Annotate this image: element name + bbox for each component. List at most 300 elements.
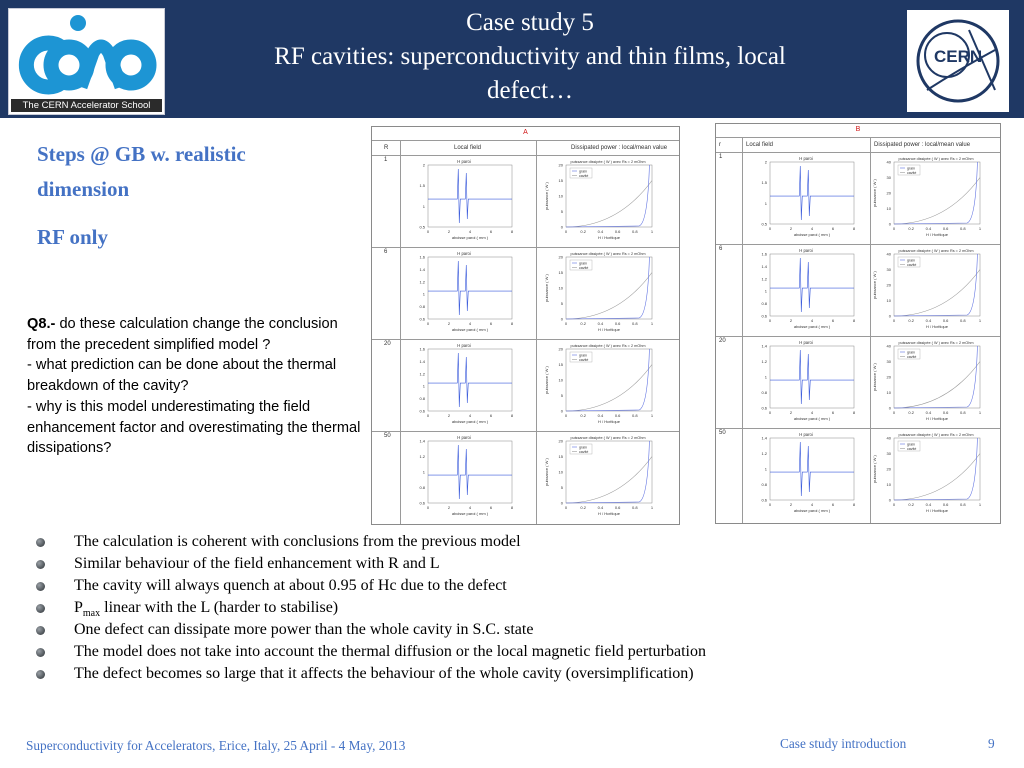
y-tick-label: 5 bbox=[560, 393, 563, 398]
x-tick-label: 0 bbox=[768, 410, 772, 415]
y-tick-label: 1.2 bbox=[761, 276, 767, 282]
dissipated-power-plot bbox=[540, 431, 670, 523]
table-row bbox=[716, 244, 1000, 337]
x-tick-label: 8 bbox=[510, 505, 514, 510]
cas-logo bbox=[8, 8, 165, 115]
plot-title: puissance dissipée ( W ) avec Rs = 2 mOhm bbox=[898, 433, 974, 437]
x-tick-label: 0.8 bbox=[632, 321, 638, 326]
x-tick-label: 2 bbox=[447, 229, 451, 234]
col-header-dissipated-power: Dissipated power : local/mean value bbox=[874, 142, 971, 148]
plot-frame bbox=[770, 254, 854, 316]
local-field-plot bbox=[746, 428, 866, 520]
dissipated-power-plot bbox=[540, 247, 670, 339]
x-tick-label: 8 bbox=[852, 502, 856, 507]
x-tick-label: 0.8 bbox=[632, 229, 638, 234]
x-tick-label: 0.8 bbox=[960, 410, 966, 415]
col-header-local-field: Local field bbox=[746, 142, 774, 148]
x-tick-label: 8 bbox=[852, 318, 856, 323]
y-axis-label: puissance ( W ) bbox=[544, 458, 549, 486]
plot-title: H paroi bbox=[457, 159, 471, 164]
y-tick-label: 10 bbox=[886, 298, 891, 303]
question-line-3: - why is this model underestimating the field enhancement factor and overestimating the thermal dissipations? bbox=[27, 398, 361, 457]
y-tick-label: 10 bbox=[886, 206, 891, 211]
y-tick-label: 15 bbox=[558, 270, 563, 275]
header-band bbox=[0, 0, 1024, 118]
y-tick-label: 20 bbox=[558, 438, 563, 444]
y-tick-label: 20 bbox=[886, 282, 891, 288]
legend-label: grain bbox=[579, 169, 587, 174]
legend-label: cavité bbox=[579, 173, 589, 178]
plot-frame bbox=[428, 165, 512, 227]
x-tick-label: 4 bbox=[468, 321, 472, 326]
list-item bbox=[36, 531, 996, 553]
y-tick-label: 15 bbox=[558, 454, 563, 459]
plot-title: H paroi bbox=[457, 251, 471, 256]
y-tick-label: 1.5 bbox=[761, 180, 767, 186]
bullet-icon bbox=[36, 604, 45, 613]
x-tick-label: 0.8 bbox=[960, 318, 966, 323]
row-label: 50 bbox=[384, 433, 391, 439]
y-tick-label: 0 bbox=[888, 497, 891, 503]
y-tick-label: 0.8 bbox=[761, 482, 767, 487]
y-tick-label: 1.2 bbox=[761, 451, 767, 456]
plot-frame bbox=[428, 349, 512, 411]
x-tick-label: 0.6 bbox=[942, 502, 949, 507]
y-axis-label: puissance ( W ) bbox=[872, 455, 877, 483]
plot-title: H paroi bbox=[457, 343, 471, 348]
dissipated-power-plot bbox=[868, 152, 998, 244]
col-header-local-field: Local field bbox=[454, 145, 482, 151]
question-label: Q8.- bbox=[27, 316, 56, 332]
dissipated-power-plot bbox=[868, 428, 998, 520]
table-row bbox=[372, 339, 679, 432]
bullet-text: One defect can dissipate more power than the whole cavity in S.C. state bbox=[74, 621, 534, 638]
y-tick-label: 0 bbox=[560, 500, 563, 506]
x-tick-label: 0 bbox=[768, 502, 772, 507]
x-tick-label: 1 bbox=[650, 413, 654, 418]
local-field-plot bbox=[404, 155, 524, 247]
x-tick-label: 0 bbox=[892, 502, 896, 507]
y-tick-label: 5 bbox=[560, 485, 563, 490]
list-item bbox=[36, 663, 996, 685]
y-tick-label: 5 bbox=[560, 209, 563, 214]
results-table-b bbox=[715, 123, 1001, 524]
bullet-icon bbox=[36, 648, 45, 657]
plot-title: puissance dissipée ( W ) avec Rs = 2 mOhm bbox=[898, 341, 974, 345]
x-tick-label: 6 bbox=[831, 226, 835, 231]
local-field-plot bbox=[404, 339, 524, 431]
question-line-1 bbox=[27, 314, 367, 355]
x-tick-label: 8 bbox=[510, 321, 514, 326]
y-tick-label: 1 bbox=[422, 203, 425, 209]
dissipated-power-plot bbox=[540, 155, 670, 247]
y-tick-label: 10 bbox=[558, 193, 563, 199]
plot-title: puissance dissipée ( W ) avec Rs = 2 mOhm bbox=[898, 157, 974, 161]
x-tick-label: 0 bbox=[426, 321, 430, 326]
question-text-1: do these calculation change the conclusion from the precedent simplified model ? bbox=[27, 316, 338, 353]
legend-label: grain bbox=[907, 258, 915, 263]
x-tick-label: 2 bbox=[447, 413, 451, 418]
dissipated-power-plot bbox=[868, 336, 998, 428]
y-tick-label: 1.4 bbox=[419, 266, 425, 272]
table-header bbox=[716, 137, 1000, 153]
subheads bbox=[37, 137, 246, 255]
x-tick-label: 0.2 bbox=[580, 413, 586, 418]
x-tick-label: 0.4 bbox=[597, 229, 604, 234]
bullet-icon bbox=[36, 560, 45, 569]
legend-label: grain bbox=[907, 442, 915, 447]
y-tick-label: 0 bbox=[888, 221, 891, 227]
y-axis-label: puissance ( W ) bbox=[872, 363, 877, 391]
x-axis-label: H / Hcritique bbox=[597, 327, 621, 332]
legend-label: cavité bbox=[907, 446, 917, 451]
y-tick-label: 0.8 bbox=[761, 390, 767, 395]
x-tick-label: 0.8 bbox=[960, 502, 966, 507]
plot-frame bbox=[428, 441, 512, 503]
x-tick-label: 4 bbox=[810, 502, 814, 507]
x-tick-label: 0 bbox=[768, 226, 772, 231]
list-item bbox=[36, 553, 996, 575]
x-tick-label: 6 bbox=[831, 502, 835, 507]
col-header-r: r bbox=[719, 142, 721, 148]
x-tick-label: 6 bbox=[489, 321, 493, 326]
y-tick-label: 40 bbox=[886, 343, 891, 349]
y-tick-label: 0 bbox=[560, 316, 563, 322]
x-tick-label: 6 bbox=[831, 410, 835, 415]
bullet-text: The calculation is coherent with conclusions from the previous model bbox=[74, 533, 521, 550]
y-tick-label: 15 bbox=[558, 362, 563, 367]
x-tick-label: 8 bbox=[510, 229, 514, 234]
y-tick-label: 0.5 bbox=[761, 221, 767, 227]
x-tick-label: 4 bbox=[810, 318, 814, 323]
y-tick-label: 1.4 bbox=[419, 438, 425, 444]
plot-frame bbox=[428, 257, 512, 319]
plot-title: puissance dissipée ( W ) avec Rs = 2 mOhm bbox=[570, 344, 646, 348]
x-tick-label: 0.2 bbox=[908, 502, 914, 507]
legend-label: grain bbox=[907, 166, 915, 171]
x-tick-label: 2 bbox=[789, 410, 793, 415]
x-tick-label: 0.4 bbox=[925, 502, 932, 507]
bullet-icon bbox=[36, 538, 45, 547]
x-tick-label: 4 bbox=[468, 229, 472, 234]
y-tick-label: 0 bbox=[888, 405, 891, 411]
y-tick-label: 1.6 bbox=[761, 251, 767, 257]
y-tick-label: 1.4 bbox=[761, 435, 767, 441]
question-block bbox=[27, 314, 367, 459]
x-tick-label: 1 bbox=[978, 226, 982, 231]
bullet-text: The cavity will always quench at about 0.95 of Hc due to the defect bbox=[74, 577, 507, 594]
legend-label: cavité bbox=[579, 265, 589, 270]
y-tick-label: 1 bbox=[764, 374, 767, 380]
plot-title: puissance dissipée ( W ) avec Rs = 2 mOhm bbox=[570, 252, 646, 256]
local-field-plot bbox=[746, 244, 866, 336]
subhead-1: Steps @ GB w. realistic bbox=[37, 142, 246, 166]
y-tick-label: 10 bbox=[558, 285, 563, 291]
y-tick-label: 1.4 bbox=[761, 343, 767, 349]
row-label: 50 bbox=[719, 430, 726, 436]
subhead-rf-only: RF only bbox=[37, 225, 108, 249]
x-tick-label: 0.6 bbox=[942, 318, 949, 323]
slide-title bbox=[175, 6, 885, 108]
y-tick-label: 10 bbox=[886, 482, 891, 487]
x-tick-label: 0.2 bbox=[908, 226, 914, 231]
x-tick-label: 1 bbox=[650, 229, 654, 234]
y-tick-label: 1 bbox=[422, 383, 425, 389]
y-tick-label: 0.5 bbox=[419, 224, 425, 230]
x-tick-label: 0 bbox=[564, 413, 568, 418]
dissipated-power-plot bbox=[868, 244, 998, 336]
y-tick-label: 0.6 bbox=[419, 408, 425, 414]
table-row bbox=[716, 152, 1000, 245]
x-axis-label: abcisse paroi ( mm ) bbox=[451, 327, 489, 332]
y-tick-label: 1.6 bbox=[419, 346, 425, 352]
conclusion-list bbox=[36, 531, 996, 685]
legend-label: grain bbox=[579, 353, 587, 358]
y-axis-label: puissance ( W ) bbox=[544, 366, 549, 394]
y-tick-label: 20 bbox=[886, 190, 891, 196]
plot-title: H paroi bbox=[799, 432, 813, 437]
x-tick-label: 4 bbox=[468, 413, 472, 418]
plot-title: puissance dissipée ( W ) avec Rs = 2 mOhm bbox=[570, 436, 646, 440]
x-axis-label: H / Hcritique bbox=[925, 416, 949, 421]
x-tick-label: 1 bbox=[650, 505, 654, 510]
y-tick-label: 40 bbox=[886, 251, 891, 257]
local-field-plot bbox=[746, 336, 866, 428]
x-tick-label: 0.4 bbox=[925, 410, 932, 415]
row-label: 6 bbox=[719, 246, 723, 252]
y-tick-label: 0.6 bbox=[761, 405, 767, 411]
y-tick-label: 0.6 bbox=[761, 313, 767, 319]
x-tick-label: 1 bbox=[650, 321, 654, 326]
col-header-r: R bbox=[384, 145, 389, 151]
y-tick-label: 15 bbox=[558, 178, 563, 183]
legend-label: grain bbox=[907, 350, 915, 355]
bullet-icon bbox=[36, 670, 45, 679]
bullet-icon bbox=[36, 626, 45, 635]
cas-logo-graphic bbox=[9, 9, 164, 99]
x-tick-label: 0.4 bbox=[597, 413, 604, 418]
y-tick-label: 1 bbox=[422, 469, 425, 475]
y-tick-label: 10 bbox=[558, 377, 563, 383]
table-row bbox=[372, 155, 679, 248]
bullet-text: P bbox=[74, 599, 83, 616]
x-axis-label: H / Hcritique bbox=[597, 235, 621, 240]
row-label: 20 bbox=[719, 338, 726, 344]
bullet-icon bbox=[36, 582, 45, 591]
x-tick-label: 2 bbox=[789, 502, 793, 507]
bullet-text: Similar behaviour of the field enhancement with R and L bbox=[74, 555, 440, 572]
y-tick-label: 20 bbox=[886, 466, 891, 472]
x-tick-label: 0.4 bbox=[925, 318, 932, 323]
y-tick-label: 30 bbox=[886, 359, 891, 364]
y-axis-label: puissance ( W ) bbox=[544, 182, 549, 210]
plot-title: H paroi bbox=[799, 340, 813, 345]
y-tick-label: 0.8 bbox=[419, 304, 425, 310]
x-tick-label: 1 bbox=[978, 410, 982, 415]
x-tick-label: 0.4 bbox=[597, 321, 604, 326]
plot-title: H paroi bbox=[799, 248, 813, 253]
y-tick-label: 1.2 bbox=[419, 454, 425, 459]
list-item bbox=[36, 597, 996, 619]
legend-label: cavité bbox=[579, 449, 589, 454]
plot-frame bbox=[770, 346, 854, 408]
x-tick-label: 6 bbox=[489, 229, 493, 234]
legend-label: grain bbox=[579, 445, 587, 450]
cern-logo-graphic bbox=[907, 10, 1009, 112]
legend-label: cavité bbox=[907, 262, 917, 267]
table-letter: A bbox=[523, 129, 528, 136]
table-header bbox=[372, 140, 679, 156]
y-tick-label: 30 bbox=[886, 267, 891, 272]
y-tick-label: 30 bbox=[886, 451, 891, 456]
legend-label: cavité bbox=[907, 170, 917, 175]
legend-label: cavité bbox=[907, 354, 917, 359]
cas-logo-caption: The CERN Accelerator School bbox=[11, 99, 162, 112]
y-tick-label: 1.2 bbox=[419, 279, 425, 285]
y-tick-label: 2 bbox=[764, 159, 767, 165]
table-letter: B bbox=[855, 126, 861, 133]
x-tick-label: 0 bbox=[564, 505, 568, 510]
y-tick-label: 1 bbox=[764, 466, 767, 472]
row-label: 6 bbox=[384, 249, 388, 255]
subhead-2: dimension bbox=[37, 177, 130, 201]
y-tick-label: 20 bbox=[558, 162, 563, 168]
x-tick-label: 0 bbox=[768, 318, 772, 323]
x-tick-label: 2 bbox=[789, 226, 793, 231]
row-label: 1 bbox=[719, 154, 723, 160]
plot-title: H paroi bbox=[457, 435, 471, 440]
x-tick-label: 0.6 bbox=[942, 410, 949, 415]
y-tick-label: 5 bbox=[560, 301, 563, 306]
y-axis-label: puissance ( W ) bbox=[544, 274, 549, 302]
x-tick-label: 0.2 bbox=[908, 410, 914, 415]
question-line-2: - what prediction can be done about the thermal breakdown of the cavity? bbox=[27, 357, 337, 395]
y-tick-label: 20 bbox=[558, 346, 563, 352]
x-tick-label: 0 bbox=[892, 226, 896, 231]
y-tick-label: 0.6 bbox=[419, 316, 425, 322]
x-tick-label: 0 bbox=[564, 321, 568, 326]
legend-label: cavité bbox=[579, 357, 589, 362]
x-axis-label: H / Hcritique bbox=[925, 232, 949, 237]
x-tick-label: 0.4 bbox=[597, 505, 604, 510]
x-tick-label: 2 bbox=[447, 505, 451, 510]
y-tick-label: 2 bbox=[422, 162, 425, 168]
x-tick-label: 0 bbox=[426, 413, 430, 418]
y-tick-label: 0 bbox=[560, 224, 563, 230]
y-tick-label: 1.6 bbox=[419, 254, 425, 260]
plot-title: H paroi bbox=[799, 156, 813, 161]
cern-logo-text: CERN bbox=[934, 47, 983, 66]
footer-section: Case study introduction bbox=[780, 736, 907, 751]
x-tick-label: 0.6 bbox=[614, 505, 621, 510]
x-tick-label: 0.2 bbox=[580, 321, 586, 326]
y-tick-label: 1.4 bbox=[761, 263, 767, 269]
y-tick-label: 0.8 bbox=[761, 301, 767, 307]
x-tick-label: 8 bbox=[852, 226, 856, 231]
x-tick-label: 2 bbox=[789, 318, 793, 323]
bullet-text-rest: linear with the L (harder to stabilise) bbox=[100, 599, 339, 616]
table-row bbox=[716, 428, 1000, 520]
x-tick-label: 4 bbox=[810, 226, 814, 231]
title-line-2: RF cavities: superconductivity and thin films, local bbox=[274, 43, 786, 70]
x-tick-label: 0.6 bbox=[942, 226, 949, 231]
y-axis-label: puissance ( W ) bbox=[872, 271, 877, 299]
y-tick-label: 40 bbox=[886, 435, 891, 441]
x-tick-label: 8 bbox=[852, 410, 856, 415]
y-tick-label: 20 bbox=[886, 374, 891, 380]
x-tick-label: 0.2 bbox=[580, 505, 586, 510]
y-tick-label: 0 bbox=[560, 408, 563, 414]
y-tick-label: 1 bbox=[764, 200, 767, 206]
bullet-text: The model does not take into account the thermal diffusion or the local magnetic field perturbation bbox=[74, 643, 706, 660]
table-row bbox=[372, 247, 679, 340]
x-tick-label: 0 bbox=[892, 410, 896, 415]
x-axis-label: H / Hcritique bbox=[597, 419, 621, 424]
legend-label: grain bbox=[579, 261, 587, 266]
x-tick-label: 4 bbox=[468, 505, 472, 510]
y-tick-label: 1.5 bbox=[419, 183, 425, 189]
list-item bbox=[36, 575, 996, 597]
x-tick-label: 1 bbox=[978, 318, 982, 323]
y-tick-label: 0.6 bbox=[761, 497, 767, 503]
local-field-plot bbox=[404, 431, 524, 523]
x-tick-label: 0 bbox=[426, 229, 430, 234]
x-axis-label: H / Hcritique bbox=[925, 508, 949, 513]
y-tick-label: 1.2 bbox=[761, 359, 767, 364]
row-label: 20 bbox=[384, 341, 391, 347]
x-tick-label: 0.8 bbox=[632, 505, 638, 510]
x-tick-label: 0.8 bbox=[632, 413, 638, 418]
x-tick-label: 6 bbox=[489, 505, 493, 510]
x-tick-label: 6 bbox=[489, 413, 493, 418]
y-tick-label: 0 bbox=[888, 313, 891, 319]
x-tick-label: 0.2 bbox=[580, 229, 586, 234]
list-item bbox=[36, 619, 996, 641]
x-axis-label: abcisse paroi ( mm ) bbox=[793, 416, 831, 421]
x-axis-label: abcisse paroi ( mm ) bbox=[451, 419, 489, 424]
bullet-subscript: max bbox=[82, 608, 101, 620]
x-tick-label: 0 bbox=[426, 505, 430, 510]
x-axis-label: abcisse paroi ( mm ) bbox=[793, 508, 831, 513]
footer-page-number: 9 bbox=[988, 736, 995, 751]
plot-title: puissance dissipée ( W ) avec Rs = 2 mOhm bbox=[898, 249, 974, 253]
x-tick-label: 2 bbox=[447, 321, 451, 326]
x-tick-label: 0.6 bbox=[614, 413, 621, 418]
bullet-text: The defect becomes so large that it affects the behaviour of the whole cavity (oversimplification) bbox=[74, 665, 694, 682]
results-table-a bbox=[371, 126, 680, 525]
x-tick-label: 0.8 bbox=[960, 226, 966, 231]
x-tick-label: 0.2 bbox=[908, 318, 914, 323]
table-row bbox=[716, 336, 1000, 429]
cern-logo bbox=[907, 10, 1009, 112]
plot-title: puissance dissipée ( W ) avec Rs = 2 mOhm bbox=[570, 160, 646, 164]
x-tick-label: 6 bbox=[831, 318, 835, 323]
x-axis-label: abcisse paroi ( mm ) bbox=[793, 232, 831, 237]
list-item bbox=[36, 641, 996, 663]
local-field-plot bbox=[404, 247, 524, 339]
table-row bbox=[372, 431, 679, 523]
y-tick-label: 1 bbox=[422, 291, 425, 297]
y-tick-label: 10 bbox=[886, 390, 891, 395]
x-tick-label: 1 bbox=[978, 502, 982, 507]
x-tick-label: 0 bbox=[892, 318, 896, 323]
x-axis-label: H / Hcritique bbox=[597, 511, 621, 516]
row-label: 1 bbox=[384, 157, 388, 163]
y-tick-label: 40 bbox=[886, 159, 891, 165]
y-tick-label: 0.6 bbox=[419, 500, 425, 506]
title-line-1: Case study 5 bbox=[466, 9, 594, 36]
x-tick-label: 0 bbox=[564, 229, 568, 234]
